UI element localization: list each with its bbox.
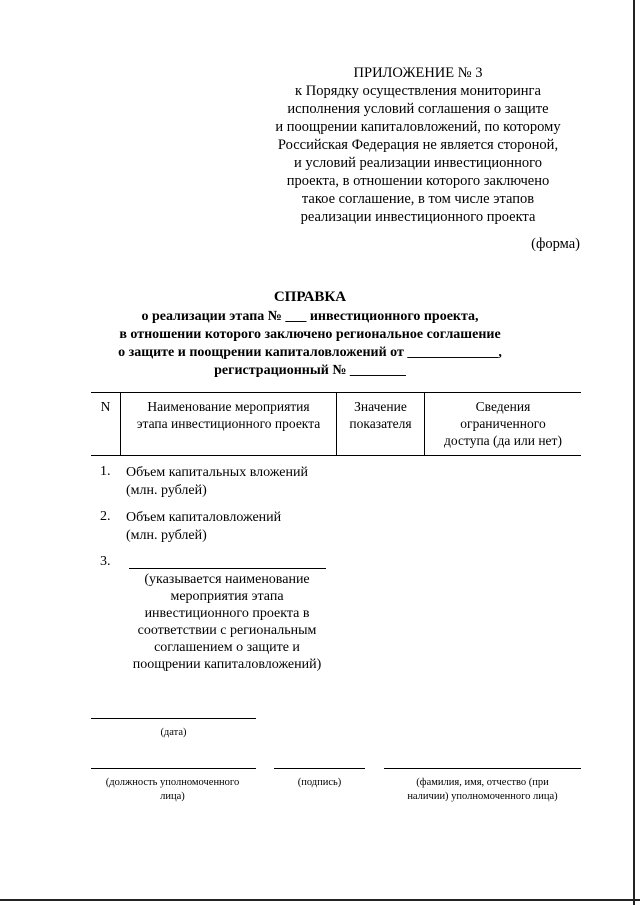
sign-line <box>274 768 365 769</box>
scan-border-bottom <box>0 899 640 901</box>
position-line <box>91 768 256 769</box>
header-restricted-line: доступа (да или нет) <box>444 433 562 448</box>
header-name-line: Наименование мероприятия <box>147 399 310 414</box>
appendix-line: и поощрении капиталовложений, по которому <box>275 119 561 135</box>
row-note-line: мероприятия этапа <box>170 589 284 604</box>
date-line <box>91 718 256 719</box>
document-subtitle-line: о защите и поощрении капиталовложений от _____________, <box>118 345 502 360</box>
appendix-line: Российская Федерация не является стороной, <box>277 137 559 153</box>
document-subtitle-line: о реализации этапа № ___ инвестиционного проекта, <box>141 309 479 324</box>
row-note-line: инвестиционного проекта в <box>144 606 310 621</box>
row-text-line: (млн. рублей) <box>126 483 207 498</box>
row-note-line: поощрении капиталовложений) <box>132 657 322 672</box>
scan-border-right <box>633 0 635 905</box>
appendix-line: проекта, в отношении которого заключено <box>286 173 550 189</box>
row-number: 2. <box>100 509 111 524</box>
fio-label-line: наличии) уполномоченного лица) <box>407 791 558 802</box>
appendix-line: исполнения условий соглашения о защите <box>287 101 549 117</box>
header-value-line: Значение <box>354 399 407 414</box>
document-title: СПРАВКА <box>273 289 347 305</box>
appendix-line: реализации инвестиционного проекта <box>300 209 536 225</box>
form-label: (форма) <box>531 236 580 252</box>
header-value-line: показателя <box>349 416 412 431</box>
row-text-line: (млн. рублей) <box>126 528 207 543</box>
position-label-line: (должность уполномоченного <box>105 777 240 788</box>
header-restricted-line: ограниченного <box>460 416 546 431</box>
date-label: (дата) <box>160 727 187 738</box>
fio-label-line: (фамилия, имя, отчество (при <box>416 777 549 788</box>
row-number: 3. <box>100 554 111 569</box>
appendix-title: ПРИЛОЖЕНИЕ № 3 <box>353 65 483 81</box>
fio-line <box>384 768 581 769</box>
header-num: N <box>100 399 111 414</box>
appendix-line: такое соглашение, в том числе этапов <box>301 191 535 207</box>
row-blank-line <box>129 568 326 569</box>
row-number: 1. <box>100 464 111 479</box>
row-text-line: Объем капитальных вложений <box>126 465 308 480</box>
row-note-line: соответствии с региональным <box>137 623 317 638</box>
row-text-line: Объем капиталовложений <box>126 510 282 525</box>
header-name-line: этапа инвестиционного проекта <box>136 416 321 431</box>
appendix-line: и условий реализации инвестиционного <box>293 155 543 171</box>
document-subtitle-line: в отношении которого заключено региональное соглашение <box>119 327 501 342</box>
row-note-line: (указывается наименование <box>144 572 310 587</box>
sign-label: (подпись) <box>297 777 342 788</box>
header-restricted-line: Сведения <box>475 399 531 414</box>
row-note-line: соглашением о защите и <box>154 640 300 655</box>
document-subtitle-line: регистрационный № ________ <box>214 363 406 378</box>
appendix-line: к Порядку осуществления мониторинга <box>295 83 541 99</box>
position-label-line: лица) <box>160 791 185 802</box>
